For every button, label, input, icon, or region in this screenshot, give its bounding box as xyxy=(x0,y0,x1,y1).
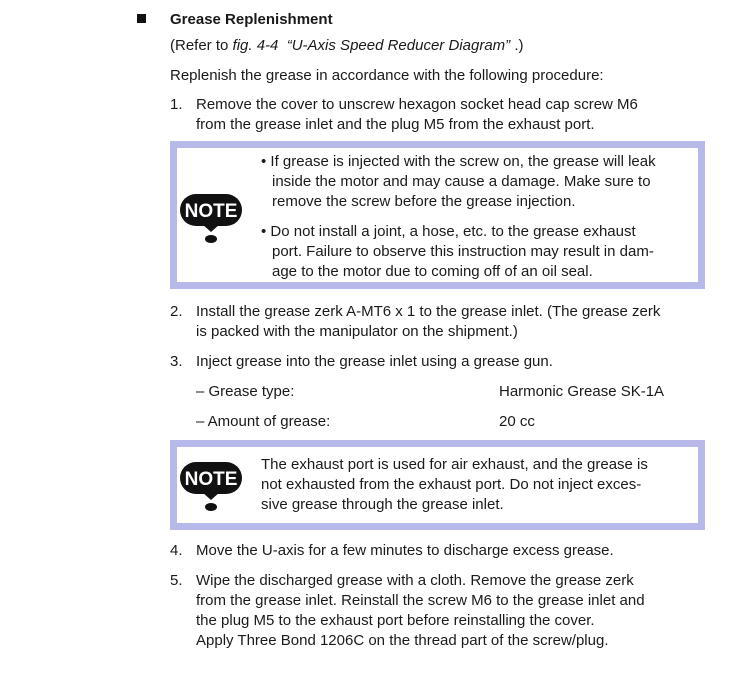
note-icon xyxy=(180,462,244,518)
spec-amount-label: – Amount of grease: xyxy=(196,413,331,430)
section-heading: Grease Replenishment xyxy=(170,11,333,28)
step-5-line-2: from the grease inlet. Reinstall the screw M6 to the grease inlet and xyxy=(196,592,645,609)
note-icon-label: NOTE xyxy=(184,201,238,222)
step-3-number: 3. xyxy=(170,353,183,370)
step-1-line-2: from the grease inlet and the plug M5 from the exhaust port. xyxy=(196,116,595,133)
note1-bullet1-line-3: remove the screw before the grease injection. xyxy=(272,193,576,210)
note1-bullet1-line-2: inside the motor and may cause a damage. Make sure to xyxy=(272,173,651,190)
step-2-number: 2. xyxy=(170,303,183,320)
step-2-line-2: is packed with the manipulator on the shipment.) xyxy=(196,323,518,340)
step-3-line-1: Inject grease into the grease inlet using a grease gun. xyxy=(196,353,553,370)
spec-amount-value: 20 cc xyxy=(499,413,535,430)
section-bullet xyxy=(137,14,146,23)
reference-fig: fig. 4-4 xyxy=(232,37,279,54)
step-2-line-1: Install the grease zerk A-MT6 x 1 to the grease inlet. (The grease zerk xyxy=(196,303,661,320)
step-5-line-1: Wipe the discharged grease with a cloth. Remove the grease zerk xyxy=(196,572,634,589)
step-5-line-3: the plug M5 to the exhaust port before reinstalling the cover. xyxy=(196,612,595,629)
note1-bullet2-line-2: port. Failure to observe this instruction may result in dam- xyxy=(272,243,654,260)
note2-line-1: The exhaust port is used for air exhaust, and the grease is xyxy=(261,456,648,473)
figure-reference xyxy=(170,36,524,56)
note-icon-label: NOTE xyxy=(184,469,238,490)
reference-prefix: (Refer to xyxy=(170,37,233,54)
step-1-number: 1. xyxy=(170,96,183,113)
step-5-line-4: Apply Three Bond 1206C on the thread part of the screw/plug. xyxy=(196,632,609,649)
step-1-line-1: Remove the cover to unscrew hexagon socket head cap screw M6 xyxy=(196,96,638,113)
note1-bullet1-line-1: • If grease is injected with the screw on, the grease will leak xyxy=(261,153,656,170)
note-icon xyxy=(180,194,244,250)
step-4-number: 4. xyxy=(170,542,183,559)
spec-grease-type-label: – Grease type: xyxy=(196,383,295,400)
step-5-number: 5. xyxy=(170,572,183,589)
note1-bullet2-line-1: • Do not install a joint, a hose, etc. to the grease exhaust xyxy=(261,223,636,240)
intro-text: Replenish the grease in accordance with the following procedure: xyxy=(170,67,604,84)
reference-suffix: .) xyxy=(510,37,524,54)
reference-title: “U-Axis Speed Reducer Diagram” xyxy=(286,37,511,54)
spec-grease-type-value: Harmonic Grease SK-1A xyxy=(499,383,665,400)
note1-bullet2-line-3: age to the motor due to coming off of an oil seal. xyxy=(272,263,593,280)
note2-line-3: sive grease through the grease inlet. xyxy=(261,496,504,513)
step-4-line-1: Move the U-axis for a few minutes to discharge excess grease. xyxy=(196,542,614,559)
note2-line-2: not exhausted from the exhaust port. Do not inject exces- xyxy=(261,476,642,493)
